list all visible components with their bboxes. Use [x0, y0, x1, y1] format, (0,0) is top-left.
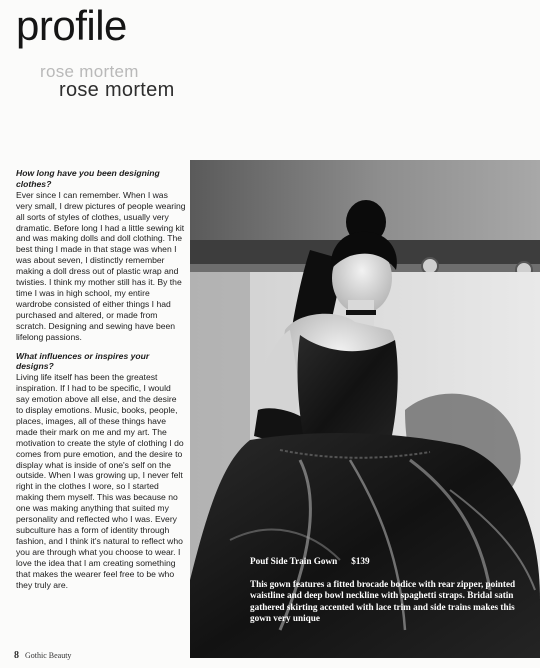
photo-caption — [250, 556, 532, 624]
publication-name: Gothic Beauty — [25, 651, 72, 660]
answer-2: Living life itself has been the greatest inspiration. If I had to be specific, I would say emotion above all else, and the desire to display emotions. Music, books, people, places, images, all of these things have made their mark on me and my art. The motivation to create the style of clothing I do comes from pure emotion, and the desire to display what is inside of one's self on the outside. When I was growing up, I never felt right in the clothes I wore, so I started making them myself. This was because no one was making anything that suited my personality and reflected who I was. Every subculture has a form of identity through fashion, and I think it's natural to reflect who you are through what you choose to wear. I love the idea that I am creating something that makes the wearer feel free to be who they truly are. — [16, 372, 184, 590]
gown-name: Pouf Side Train Gown — [250, 556, 338, 566]
caption-title-line — [250, 556, 532, 567]
designer-name: rose mortem — [59, 79, 175, 101]
interview-column — [16, 168, 186, 598]
designer-name-shadow: rose mortem — [40, 62, 139, 81]
gown-description: This gown features a fitted brocade bodice with rear zipper, pointed waistline and deep bowl neckline with spaghetti straps. Bridal satin gathered skirting accented with lace trim and side trains makes this gown very unique — [250, 579, 516, 623]
page-footer — [14, 650, 71, 661]
answer-1: Ever since I can remember. When I was very small, I drew pictures of people wearing all sorts of styles of clothes, usually very dramatic. Before long I had a little sewing kit and was making dolls and doll clothing. The best thing I made in that stage was when I was about seven, I distinctly remember making a doll dress out of plastic wrap and twisties. I think my mother still has it. By the time I was in high school, my entire wardrobe consisted of either things I had purchased and altered, or made from scratch. Designing and sewing have been lifelong passions. — [16, 189, 186, 342]
question-1: How long have you been designing clothes? — [16, 168, 160, 189]
gown-price: $139 — [351, 556, 370, 566]
question-2: What influences or inspires your designs? — [16, 350, 150, 372]
page-number: 8 — [14, 650, 19, 661]
page-title: profile — [16, 2, 127, 49]
